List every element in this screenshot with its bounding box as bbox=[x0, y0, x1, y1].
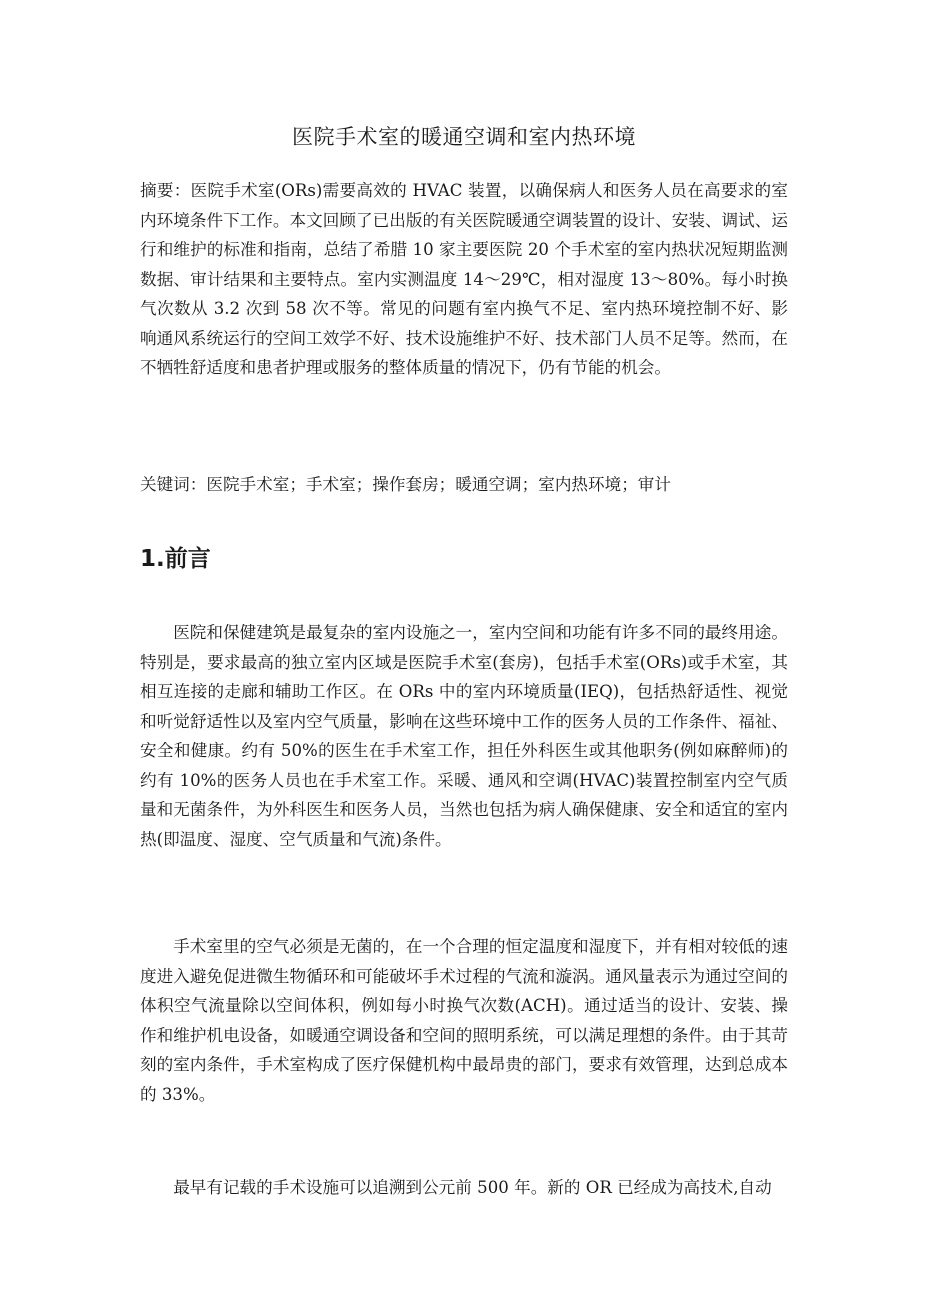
body-paragraph: 医院和保健建筑是最复杂的室内设施之一，室内空间和功能有许多不同的最终用途。特别是，要求最高的独立室内区域是医院手术室(套房)，包括手术室(ORs)或手术室，其相互连接的走廊和辅助工作区。在 ORs 中的室内环境质量(IEQ)，包括热舒适性、视觉和听觉舒适性以及室内空气质量，影响在这些环境中工作的医务人员的工作条件、福祉、安全和健康。约有 50%的医生在手术室工作，担任外科医生或其他职务(例如麻醉师)的约有 10%的医务人员也在手术室工作。采暖、通风和空调(HVAC)装置控制室内空气质量和无菌条件，为外科医生和医务人员，当然也包括为病人确保健康、安全和适宜的室内热(即温度、湿度、空气质量和气流)条件。 bbox=[140, 623, 788, 849]
document-title: 医院手术室的暖通空调和室内热环境 bbox=[292, 125, 636, 149]
keywords-line: 关键词：医院手术室；手术室；操作套房；暖通空调；室内热环境；审计 bbox=[140, 475, 671, 494]
abstract-paragraph: 摘要：医院手术室(ORs)需要高效的 HVAC 装置，以确保病人和医务人员在高要求的室内环境条件下工作。本文回顾了已出版的有关医院暖通空调装置的设计、安装、调试、运行和维护的标准和指南，总结了希腊 10 家主要医院 20 个手术室的室内热状况短期监测数据、审计结果和主要特点。室内实测温度 14～29℃，相对湿度 13～80%。每小时换气次数从 3.2 次到 58 次不等。常见的问题有室内换气不足、室内热环境控制不好、影响通风系统运行的空间工效学不好、技术设施维护不好、技术部门人员不足等。然而，在不牺牲舒适度和患者护理或服务的整体质量的情况下，仍有节能的机会。 bbox=[140, 181, 788, 377]
body-paragraph: 最早有记载的手术设施可以追溯到公元前 500 年。新的 OR 已经成为高技术,自动 bbox=[173, 1178, 772, 1197]
section-heading-introduction: 1.前言 bbox=[140, 546, 211, 572]
body-paragraph: 手术室里的空气必须是无菌的，在一个合理的恒定温度和湿度下，并有相对较低的速度进入避免促进微生物循环和可能破坏手术过程的气流和漩涡。通风量表示为通过空间的体积空气流量除以空间体积，例如每小时换气次数(ACH)。通过适当的设计、安装、操作和维护机电设备，如暖通空调设备和空间的照明系统，可以满足理想的条件。由于其苛刻的室内条件，手术室构成了医疗保健机构中最昂贵的部门，要求有效管理，达到总成本的 33%。 bbox=[140, 937, 788, 1104]
